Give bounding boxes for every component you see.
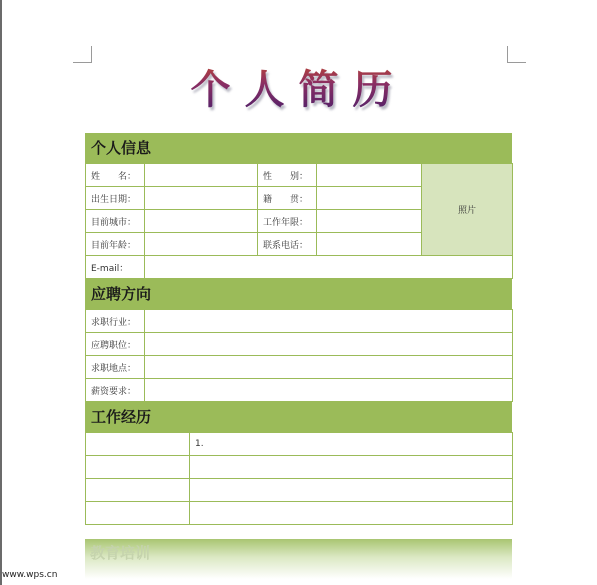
position-label: 应聘职位： [86, 333, 145, 356]
email-label: E-mail： [86, 256, 145, 279]
experience-period-field[interactable] [86, 479, 190, 502]
table-row [86, 164, 513, 187]
section-heading-experience: 工作经历 [85, 402, 512, 432]
location-label: 求职地点： [86, 356, 145, 379]
table-row [86, 502, 513, 525]
resume-title: 个人简历 [85, 58, 512, 115]
personal-info-table [85, 163, 513, 279]
name-field[interactable] [145, 164, 258, 187]
name-label: 姓 名： [86, 164, 145, 187]
industry-label: 求职行业： [86, 310, 145, 333]
experience-detail-field[interactable] [190, 502, 513, 525]
table-row [86, 379, 513, 402]
experience-period-field[interactable] [86, 456, 190, 479]
watermark-text: www.wps.cn [2, 570, 58, 580]
salary-label: 薪资要求： [86, 379, 145, 402]
email-field[interactable] [145, 256, 513, 279]
location-field[interactable] [145, 356, 513, 379]
experience-period-field[interactable] [86, 433, 190, 456]
gender-field[interactable] [317, 164, 422, 187]
salary-field[interactable] [145, 379, 513, 402]
table-row [86, 310, 513, 333]
section-heading-education: 教育培训 [85, 539, 512, 579]
position-field[interactable] [145, 333, 513, 356]
section-heading-objective: 应聘方向 [85, 279, 512, 309]
experience-detail-field[interactable]: 1. [190, 433, 513, 456]
native-place-field[interactable] [317, 187, 422, 210]
gender-label: 性 别： [258, 164, 317, 187]
birth-date-label: 出生日期： [86, 187, 145, 210]
table-row [86, 333, 513, 356]
native-place-label: 籍 贯： [258, 187, 317, 210]
industry-field[interactable] [145, 310, 513, 333]
experience-detail-field[interactable] [190, 479, 513, 502]
experience-detail-field[interactable] [190, 456, 513, 479]
table-row [86, 433, 513, 456]
table-row [86, 479, 513, 502]
objective-table [85, 309, 513, 402]
phone-field[interactable] [317, 233, 422, 256]
current-city-label: 目前城市： [86, 210, 145, 233]
resume-sheet [85, 133, 512, 525]
experience-period-field[interactable] [86, 502, 190, 525]
phone-label: 联系电话： [258, 233, 317, 256]
experience-table [85, 432, 513, 525]
table-row [86, 456, 513, 479]
left-edge-shadow [0, 0, 2, 585]
photo-placeholder[interactable]: 照片 [422, 164, 513, 256]
section-heading-personal: 个人信息 [85, 133, 512, 163]
work-years-label: 工作年限： [258, 210, 317, 233]
current-city-field[interactable] [145, 210, 258, 233]
table-row [86, 256, 513, 279]
work-years-field[interactable] [317, 210, 422, 233]
birth-date-field[interactable] [145, 187, 258, 210]
current-age-label: 目前年龄： [86, 233, 145, 256]
current-age-field[interactable] [145, 233, 258, 256]
table-row [86, 356, 513, 379]
